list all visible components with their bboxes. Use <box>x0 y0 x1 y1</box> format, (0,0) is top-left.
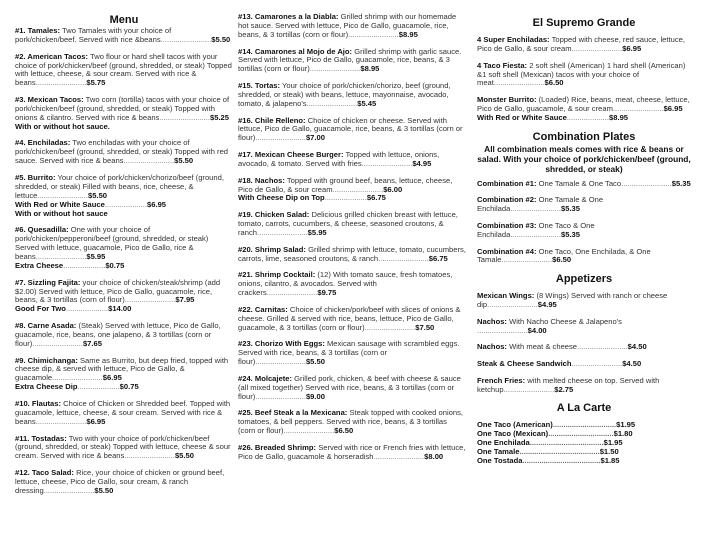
item-name: #25. Beef Steak a la Mexicana: <box>238 408 348 418</box>
item-price: $6.00 <box>383 184 403 194</box>
menu-item: #20. Shrimp Salad: Grilled shrimp with lettuce, tomato, cucumbers, carrots, lime, seasoned croutons, & ranch........................$6.75 <box>238 244 466 263</box>
item-extra: With Cheese Dip on Top....................$6.75 <box>238 193 386 203</box>
item-description: One with your choice of pork/chicken/pepperoni/beef (ground, shredded, or steak) Served with lettuce, guacamole, Pico de Gallo, rice & beans <box>15 225 209 262</box>
item-price: $5.35 <box>561 204 581 214</box>
item-extra: Extra Cheese Dip....................$0.75 <box>15 382 139 392</box>
supremo-items-list <box>477 36 691 123</box>
item-extra: With or without hot sauce. <box>15 121 110 131</box>
menu-item: #25. Beef Steak a la Mexicana: Steak topped with cooked onions, tomatoes, & bell peppers. Served with rice, beans, & 3 tortillas (corn or flour)........................$6.50 <box>238 408 463 436</box>
menu-item: #10. Flautas: Choice of Chicken or Shredded beef. Topped with guacamole, lettuce, cheese, & sour cream. Served with rice & beans........................$6.95 <box>15 398 231 426</box>
item-description: Two enchiladas with your choice of pork/chicken/beef (ground, shredded, or steak) Topped with red sauce. Served with rice & beans <box>15 138 229 166</box>
menu-item: #1. Tamales: Two Tamales with your choice of pork/chicken/beef. Served with rice &beans........................$5.50 <box>15 26 231 44</box>
menu-item: #14. Camarones al Mojo de Ajo: Grilled shrimp with garlic sauce. Served with lettuce, Pico de Gallo, guacamole, rice, beans, & 3 tortillas (corn or flour)........................$8.95 <box>238 46 462 74</box>
item-price: $5.35 <box>561 229 581 239</box>
appetizers-heading: Appetizers <box>555 273 613 286</box>
item-description: Your choice of pork/chicken/chorizo, beef (ground, shredded, or steak) with beans, lettuce, mayonnaise, avocado, tomato, & jalapeno's <box>238 81 451 108</box>
item-price: $6.95 <box>663 104 683 114</box>
alacarte-item: One Tamale......................................$1.50 <box>477 447 619 457</box>
item-description: Choice of chicken/pork/beef with slices of onions & cheese. Grilled & served with rice, beans, lettuce, Pico de Gallo, guacamole, & 3 tortillas (corn or flour) <box>238 304 461 332</box>
item-price: $6.50 <box>544 78 564 88</box>
item-extra: With or without hot sauce <box>15 208 108 218</box>
item-price: $4.95 <box>537 300 557 310</box>
menu-items-list-2 <box>238 13 466 462</box>
item-price: $9.75 <box>317 288 337 298</box>
menu-item: Monster Burrito: (Loaded) Rice, beans, meat, cheese, lettuce, Pico de Gallo, guacamole, & sour cream........................$6.95 With Red or White Sauce....................$8.95 <box>477 95 690 122</box>
menu-item: Combination #1: One Tamale & One Taco........................$5.35 <box>477 178 691 188</box>
item-description: your choice of chicken/steak/shrimp (add $2.00) Served with lettuce, Pico de Gallo, guacamole, rice, beans, & 3 tortillas (corn of flour) <box>15 277 221 305</box>
menu-item: #15. Tortas: Your choice of pork/chicken/chorizo, beef (ground, shredded, or steak) with beans, lettuce, mayonnaise, avocado, tomato, & jalapeno's........................$5.45 <box>238 81 451 108</box>
item-name: #6. Quesadilla: <box>15 225 69 235</box>
menu-item: #16. Chile Relleno: Choice of chicken or cheese. Served with lettuce, Pico de Gallo, guacamole, rice, beans, & 3 tortillas (corn or flour)........................$7.00 <box>238 115 463 143</box>
item-description: Two Tamales with your choice of pork/chicken/beef. Served with rice &beans <box>15 26 172 44</box>
menu-item: #18. Nachos: Topped with ground beef, beans, lettuce, cheese, Pico de Gallo, & sour cream........................$6.00 With Cheese Dip on Top....................$6.75 <box>238 177 466 204</box>
combos-heading: Combination Plates <box>532 130 636 143</box>
item-description: Delicious grilled chicken breast with lettuce, tomato, carrots, cucumbers, & cheese, seasoned croutons, & ranch <box>238 210 458 237</box>
item-description: One Tamale & One Enchilada <box>477 195 604 214</box>
item-description: Grilled shrimp with garlic sauce. Served with lettuce, Pico de Gallo, guacamole, rice, beans, & 3 tortillas (corn or flour) <box>238 46 462 74</box>
item-price: $5.50 <box>174 451 194 461</box>
menu-item: #9. Chimichanga: Same as Burrito, but deep fried, topped with cheese dip, & served with lettuce, Pico de Gallo, & guacamole........................$6.95 Extra Cheese Dip....................$0.75 <box>15 357 233 393</box>
menu-item: Nachos: With Nacho Cheese & Jalapeno's ........................$4.00 <box>477 316 622 335</box>
item-description: Rice, your choice of chicken or ground beef, lettuce, cheese, Pico de Gallo, sour cream, & ranch dressing <box>15 468 225 495</box>
item-description: With Nacho Cheese & Jalapeno's <box>506 316 622 326</box>
item-price: $5.50 <box>211 34 231 44</box>
item-price: $4.50 <box>627 342 647 352</box>
item-name: #22. Carnitas: <box>238 304 288 314</box>
item-name: #21. Shrimp Cocktail: <box>238 270 316 280</box>
combos-items-list <box>477 180 691 266</box>
item-price: $7.95 <box>175 295 195 305</box>
item-description: Two flour or hard shell tacos with your choice of pork/chicken/beef (ground, shredded, or steak) Topped with lettuce, cheese, & sour cream. Served with rice & beans <box>15 51 232 88</box>
item-price: $7.00 <box>305 133 325 143</box>
item-description: with melted cheese on top. Served with ketchup <box>477 375 660 394</box>
item-price: $5.75 <box>86 78 106 88</box>
menu-item: #8. Carne Asada: (Steak) Served with lettuce, Pico de Gallo, guacamole, rice, beans, one jalapeno, & 3 tortillas (corn or flour)........................$7.65 <box>15 321 221 348</box>
item-description: Same as Burrito, but deep fried, topped with cheese dip, & served with lettuce, Pico de Gallo, & guacamole <box>15 355 229 383</box>
item-description: Topped with lettuce, onions, avocado, & tomato. Served with fries <box>238 150 440 168</box>
item-name: #17. Mexican Cheese Burger: <box>238 150 344 160</box>
item-name: #26. Breaded Shrimp: <box>238 442 317 452</box>
alacarte-item: One Taco (American)..............................$1.95 <box>477 420 636 430</box>
menu-item: #21. Shrimp Cocktail: (12) With tomato sauce, fresh tomatoes, onions, cilantro, & avocados. Served with crackers........................$9.75 <box>238 270 453 298</box>
item-price: $5.50 <box>94 485 114 495</box>
item-name: #23. Chorizo With Eggs: <box>238 339 325 349</box>
item-description: Choice of Chicken or Shredded beef. Topped with guacamole, lettuce, cheese, & sour cream. Served with rice & beans <box>15 398 231 426</box>
item-name: #5. Burrito: <box>15 172 56 182</box>
item-name: #20. Shrimp Salad: <box>238 244 306 254</box>
item-description: Your choice of pork/chicken/chorizo/beef (ground, shredded, or steak) Filled with beans, rice, cheese, & lettuce <box>15 172 224 200</box>
alacarte-heading: A La Carte <box>556 402 612 415</box>
item-price: $6.50 <box>334 426 354 436</box>
menu-item: #3. Mexican Tacos: Two corn (tortilla) tacos with your choice of pork/chicken/beef (ground, shredded, or steak) Topped with onions & cilantro. Served with rice & beans........................$5.25 With or without hot sauce. <box>15 96 233 132</box>
menu-item: #11. Tostadas: Two with your choice of pork/chicken/beef (ground, shredded, or steak) Topped with lettuce, cheese & sour cream. Served with rice & beans........................$5.50 <box>15 433 231 461</box>
item-description: Topped with ground beef, beans, lettuce, cheese, Pico de Gallo, & sour cream <box>238 175 453 194</box>
item-price: $4.00 <box>527 325 547 335</box>
menu-item: Nachos: With meat & cheese........................$4.50 <box>477 342 647 352</box>
item-description: Served with rice or French fries with lettuce, Pico de Gallo, guacamole & horseradish <box>238 442 466 461</box>
menu-item: #26. Breaded Shrimp: Served with rice or French fries with lettuce, Pico de Gallo, guacamole & horseradish........................$8.00 <box>238 442 466 461</box>
item-name: #9. Chimichanga: <box>15 355 78 365</box>
item-price: $7.50 <box>415 322 435 332</box>
item-name: #12. Taco Salad: <box>15 468 74 478</box>
item-name: Combination #1: <box>477 178 537 188</box>
alacarte-item: One Tostada.....................................$1.85 <box>477 456 620 466</box>
item-name: #16. Chile Relleno: <box>238 115 306 125</box>
item-price: $8.95 <box>398 29 418 39</box>
item-price: $9.00 <box>305 391 325 401</box>
item-name: Combination #2: <box>477 195 537 205</box>
item-name: #3. Mexican Tacos: <box>15 95 84 105</box>
item-name: #13. Camarones a la Diabla: <box>238 12 339 21</box>
item-name: French Fries: <box>477 375 526 385</box>
item-name: #4. Enchiladas: <box>15 138 71 148</box>
menu-item: Mexican Wings: (8 Wings) Served with ranch or cheese dip........................$4.95 <box>477 291 668 310</box>
item-name: #15. Tortas: <box>238 81 281 91</box>
menu-heading: Menu <box>109 14 139 26</box>
menu-item: #22. Carnitas: Choice of chicken/pork/beef with slices of onions & cheese. Grilled & served with rice, beans, lettuce, Pico de Gallo, guacamole, & 3 tortillas (corn or flour)........................$7.50 <box>238 304 461 332</box>
item-price: $6.95 <box>86 416 106 426</box>
menu-item: 4 Taco Fiesta: 2 soft shell (American) 1 hard shell (American) &1 soft shell (Mexican) tacos with your choice of meat........................$6.50 <box>477 60 686 88</box>
item-description: Two with your choice of pork/chicken/beef (ground, shredded, or steak) Topped with lettuce, cheese & sour cream. Served with rice & beans <box>15 433 231 461</box>
item-description: 2 soft shell (American) 1 hard shell (American) &1 soft shell (Mexican) tacos with your choice of meat <box>477 60 686 88</box>
menu-item: #12. Taco Salad: Rice, your choice of chicken or ground beef, lettuce, cheese, Pico de Gallo, sour cream, & ranch dressing........................$5.50 <box>15 468 225 495</box>
alacarte-item: One Enchilada...................................$1.95 <box>477 438 623 448</box>
item-name: Combination #4: <box>477 246 537 256</box>
item-name: Nachos: <box>477 316 507 326</box>
item-price: $4.50 <box>622 359 642 369</box>
item-description: Topped with cheese, red sauce, lettuce, Pico de Gallo, & sour cream <box>477 35 685 53</box>
item-description: Mexican sausage with scrambled eggs. Served with rice, beans, & 3 tortillas (corn or flour) <box>238 339 460 367</box>
menu-column-1 <box>15 14 233 504</box>
item-name: #8. Carne Asada: <box>15 321 77 331</box>
menu-item: Combination #4: One Taco, One Enchilada, & One Tamale........................$6.50 <box>477 246 651 265</box>
menu-items-list <box>15 27 233 496</box>
item-price: $5.95 <box>307 228 327 237</box>
item-extra: With Red or White Sauce....................$6.95 <box>15 199 167 209</box>
item-price: $7.65 <box>82 338 102 348</box>
item-description: Grilled pork, chicken, & beef with cheese & sauce (all mixed together) Served with rice, beans, & 3 tortillas (corn or flour) <box>238 373 461 401</box>
item-extra: Extra Cheese....................$0.75 <box>15 260 125 270</box>
alacarte-item: One Taco (Mexican)...............................$1.80 <box>477 429 633 439</box>
item-description: One Taco, One Enchilada, & One Tamale <box>477 246 651 265</box>
menu-item: French Fries: with melted cheese on top. Served with ketchup........................$2.75 <box>477 375 660 394</box>
item-description: (Steak) Served with lettuce, Pico de Gallo, guacamole, rice, beans, one jalapeno, & 3 tortillas (corn or flour) <box>15 321 221 348</box>
item-name: #11. Tostadas: <box>15 433 67 443</box>
item-name: Nachos: <box>477 342 507 352</box>
item-description: One Tamale & One Taco <box>536 178 622 188</box>
item-name: Monster Burrito: <box>477 95 537 105</box>
item-price: $5.35 <box>671 178 691 188</box>
item-name: 4 Super Enchiladas: <box>477 35 550 44</box>
menu-item: Steak & Cheese Sandwich........................$4.50 <box>477 359 642 369</box>
item-price: $5.50 <box>88 190 108 200</box>
item-price: $5.50 <box>305 357 325 367</box>
appetizers-items-list <box>477 292 691 394</box>
menu-column-2 <box>238 13 466 470</box>
combos-subtitle: All combination meals comes with rice & beans or salad. With your choice of pork/chicken/beef (ground, shredded, or steak) <box>477 143 691 174</box>
menu-item: #17. Mexican Cheese Burger: Topped with lettuce, onions, avocado, & tomato. Served with fries........................$4.95 <box>238 150 440 168</box>
menu-column-3 <box>477 15 691 466</box>
item-name: #10. Flautas: <box>15 398 62 408</box>
alacarte-list <box>477 421 691 466</box>
menu-item: Combination #3: One Taco & One Enchilada........................$5.35 <box>477 220 595 239</box>
item-description: Two corn (tortilla) tacos with your choice of pork/chicken/beef (ground, shredded, or steak) Topped with onions & cilantro. Served with rice & beans <box>15 95 230 122</box>
menu-item: #23. Chorizo With Eggs: Mexican sausage with scrambled eggs. Served with rice, beans, & 3 tortillas (corn or flour)........................$5.50 <box>238 339 460 367</box>
supremo-heading: El Supremo Grande <box>532 17 636 29</box>
item-name: #24. Molcajete: <box>238 373 293 383</box>
menu-item: #19. Chicken Salad: Delicious grilled chicken breast with lettuce, tomato, carrots, cucumbers, & cheese, seasoned croutons, & ranch........................$5.95 <box>238 210 458 237</box>
item-name: #14. Camarones al Mojo de Ajo: <box>238 46 353 56</box>
menu-item: #2. American Tacos: Two flour or hard shell tacos with your choice of pork/chicken/beef (ground, shredded, or steak) Topped with lettuce, cheese, & sour cream. Served with rice & beans........................$5.75 <box>15 51 232 88</box>
item-extra: Good For Two....................$14.00 <box>15 304 132 314</box>
menu-item: Combination #2: One Tamale & One Enchilada........................$5.35 <box>477 195 604 214</box>
item-description: (12) With tomato sauce, fresh tomatoes, onions, cilantro, & avocados. Served with crackers <box>238 270 453 298</box>
item-name: Mexican Wings: <box>477 291 535 301</box>
item-price: $6.50 <box>552 255 572 265</box>
menu-item: #13. Camarones a la Diabla: Grilled shrimp with our homemade hot sauce. Served with lettuce, Pico de Gallo, guacamole, rice, beans, & 3 tortillas (corn or flour)........................$8.95 <box>238 12 457 39</box>
item-price: $8.95 <box>360 64 380 74</box>
item-name: #19. Chicken Salad: <box>238 210 310 220</box>
item-price: $5.50 <box>174 156 194 166</box>
item-price: $4.95 <box>412 158 432 168</box>
menu-item: #7. Sizzling Fajita: your choice of chicken/steak/shrimp (add $2.00) Served with lettuce, Pico de Gallo, guacamole, rice, beans, & 3 tortillas (corn of flour)........................$7.95 Good For Two....................$14.00 <box>15 279 233 315</box>
item-name: #1. Tamales: <box>15 26 61 35</box>
item-description: Grilled shrimp with our homemade hot sauce. Served with lettuce, Pico de Gallo, guacamole, rice, beans, & 3 tortillas (corn or flour) <box>238 12 457 39</box>
item-extra: With Red or White Sauce....................$8.95 <box>477 112 629 122</box>
item-price: $6.75 <box>428 253 448 263</box>
item-price: $5.25 <box>210 112 230 122</box>
item-price: $5.95 <box>86 252 106 262</box>
menu-item: #24. Molcajete: Grilled pork, chicken, & beef with cheese & sauce (all mixed together) Served with rice, beans, & 3 tortillas (corn or flour)........................$9.00 <box>238 373 461 401</box>
item-name: #2. American Tacos: <box>15 51 89 61</box>
item-price: $8.00 <box>424 451 444 461</box>
item-description: Grilled shrimp with lettuce, tomato, cucumbers, carrots, lime, seasoned croutons, & ranch <box>238 244 466 263</box>
menu-item: 4 Super Enchiladas: Topped with cheese, red sauce, lettuce, Pico de Gallo, & sour cream........................$6.95 <box>477 35 685 53</box>
item-name: Steak & Cheese Sandwich <box>477 359 572 369</box>
item-name: Combination #3: <box>477 220 537 230</box>
item-price: $5.45 <box>357 98 377 108</box>
menu-item: #6. Quesadilla: One with your choice of pork/chicken/pepperoni/beef (ground, shredded, or steak) Served with lettuce, guacamole, Pico de Gallo, rice & beans........................$5.95 Extra Cheese....................$0.75 <box>15 226 233 271</box>
menu-item: #4. Enchiladas: Two enchiladas with your choice of pork/chicken/beef (ground, shredded, or steak) Topped with red sauce. Served with rice & beans........................$5.50 <box>15 138 229 166</box>
item-name: #18. Nachos: <box>238 175 285 185</box>
item-price: $6.95 <box>102 373 122 383</box>
item-description: With meat & cheese <box>506 342 578 352</box>
item-price: $6.95 <box>622 43 642 53</box>
menu-item: #5. Burrito: Your choice of pork/chicken/chorizo/beef (ground, shredded, or steak) Filled with beans, rice, cheese, & lettuce........................$5.50 With Red or White Sauce....................$6.95 With or without hot sauce <box>15 174 233 219</box>
item-description: (Loaded) Rice, beans, meat, cheese, lettuce, Pico de Gallo, guacamole, & sour cream <box>477 95 690 114</box>
item-description: Steak topped with cooked onions, tomatoes, & bell peppers. Served with rice, beans, & 3 tortillas (corn or flour) <box>238 408 463 436</box>
item-description: Choice of chicken or cheese. Served with lettuce, Pico de Gallo, guacamole, rice, beans, & 3 tortillas (corn or flour) <box>238 115 463 143</box>
item-description: (8 Wings) Served with ranch or cheese dip <box>477 291 668 310</box>
item-name: 4 Taco Fiesta: <box>477 60 528 70</box>
item-price: $2.75 <box>554 384 574 394</box>
item-description: One Taco & One Enchilada <box>477 220 595 239</box>
item-name: #7. Sizzling Fajita: <box>15 277 81 287</box>
